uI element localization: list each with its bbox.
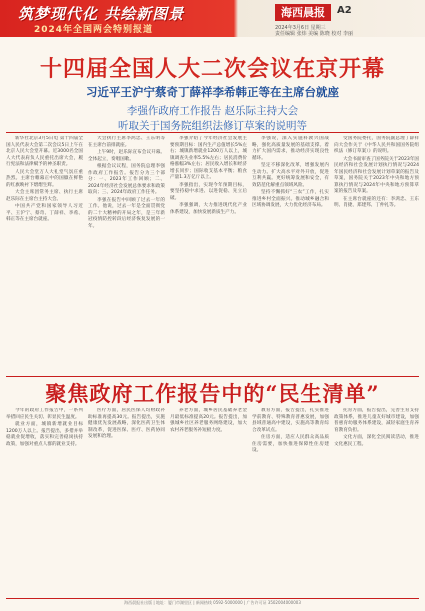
paragraph: 文化方面，深化全民阅读活动，推进文化惠民工程。 <box>334 435 419 447</box>
editor-line: 责任编辑 张炜 美编 陈晓 校对 李丽 <box>275 31 353 37</box>
article1-column-3 <box>170 136 247 374</box>
paragraph: 上午9时，赵乐际宣布会议开幕。全体起立，奏唱国歌。 <box>88 150 165 162</box>
article2-column-5 <box>334 408 419 596</box>
paragraph: 大会执行主席李鸿忠、王东明等在主席台前排就座。 <box>88 136 165 148</box>
deck-line-2: 李强作政府工作报告 赵乐际主持大会 <box>126 105 299 117</box>
paragraph: 受国务院委托，国务院副总理丁薛祥向大会作关于《中华人民共和国国务院组织法（修订草案）》的说明。 <box>334 136 419 154</box>
paragraph: 李强介绍了今年经济社会发展主要预期目标：国内生产总值增长5%左右；城镇新增就业1200万人以上，城镇调查失业率5.5%左右；居民消费价格涨幅3%左右；居民收入增长和经济增长同步；国际收支基本平衡；粮食产量1.3万亿斤以上。 <box>170 136 247 180</box>
article2-column-4 <box>252 408 329 596</box>
paragraph: 教育方面，报告提出，扎实推进学前教育、特殊教育普惠发展，加强县域普通高中建设，实施高等教育综合改革试点。 <box>252 408 329 433</box>
paragraph: 中国共产党和国家领导人习近平、王沪宁、蔡奇、丁薛祥、李希、韩正等在主席台就座。 <box>6 204 83 222</box>
article1-column-4 <box>252 136 329 374</box>
newspaper-logo: 海西晨报 <box>275 4 331 21</box>
article1-column-1 <box>6 136 83 374</box>
top-divider <box>6 132 419 133</box>
paragraph: 就业方面，城镇新增就业目标1200万人以上。报告提出，多措并举稳就业促增收，落实和完善稳岗扶持政策，加强对重点人群的就业支持。 <box>6 422 83 447</box>
deck-line-3: 听取关于国务院组织法修订草案的说明等 <box>118 120 307 132</box>
paragraph: 李强指出，实现今年预期目标，要坚持稳中求进、以进促稳、先立后破。 <box>170 182 247 201</box>
page-label: A2 <box>337 5 352 16</box>
article2-column-1 <box>6 408 83 596</box>
paragraph: 坚定不移深化改革，增强发展内生动力。扩大高水平对外开放，促进互利共赢。更好统筹发展和安全，有效防范化解重点领域风险。 <box>252 163 329 188</box>
paragraph: 李强在报告中回顾了过去一年的工作。他说，过去一年是全面贯彻党的二十大精神的开局之年，是三年新冠疫情防控转段后经济恢复发展的一年。 <box>88 197 165 229</box>
banner-subtitle: 2024年全国两会特别报道 <box>34 25 154 35</box>
date-line: 2024年3月6日 星期三 <box>275 25 326 31</box>
main-headline: 十四届全国人大二次会议在京开幕 <box>39 56 385 82</box>
paragraph: 医疗方面，居民医保人均财政补助标准再提高30元。报告提出，实施健康优先发展战略，深化医药卫生体制改革，促进医保、医疗、医药协同发展和治理。 <box>88 408 165 439</box>
article2-column-3 <box>170 408 247 596</box>
section-divider <box>6 376 419 377</box>
banner-slogan: 筑梦现代化 共绘新图景 <box>18 5 185 23</box>
paragraph: 大会书面审查了国务院关于2023年国民经济和社会发展计划执行情况与2024年国民经济和社会发展计划草案的报告及草案，国务院关于2023年中央和地方预算执行情况与2024年中央和地方预算草案的报告及草案。 <box>334 156 419 194</box>
section2-title: 聚焦政府工作报告中的“民生清单” <box>45 381 380 406</box>
article1-column-2 <box>88 136 165 374</box>
paragraph: 养老方面，城乡居民基础养老金月最低标准提高20元。报告提出，加强城乡社区养老服务网络建设，加大农村养老服务补短板力度。 <box>170 408 247 433</box>
paragraph: 李强说，深入实施科教兴国战略，强化高质量发展的基础支撑。着力扩大国内需求，推动经济实现良性循环。 <box>252 136 329 161</box>
footer-divider <box>6 598 419 599</box>
paragraph: 李强强调，大力推进现代化产业体系建设，加快发展新质生产力。 <box>170 203 247 215</box>
masthead <box>275 2 423 36</box>
paragraph: 坚持不懈抓好“三农”工作，扎实推进乡村全面振兴。推动城乡融合和区域协调发展，大力优化经济布局。 <box>252 190 329 208</box>
deck-line-1: 习近平王沪宁蔡奇丁薛祥李希韩正等在主席台就座 <box>86 85 339 99</box>
article2-column-2 <box>88 408 165 596</box>
paragraph: 新华社北京3月5日电 第十四届全国人民代表大会第二次会议5日上午在北京人民大会堂开幕。近3000名全国人大代表肩负人民重托出席大会，履行宪法和法律赋予的神圣职责。 <box>6 136 83 167</box>
paragraph: 根据会议议程，国务院总理李强作政府工作报告。报告分为三个部分：一、2023年工作回顾；二、2024年经济社会发展总体要求和政策取向；三、2024年政府工作任务。 <box>88 164 165 195</box>
paragraph: 住房方面，适应人民群众高品质住房需要，加快推进保障性住房建设。 <box>252 435 329 453</box>
paragraph: 今年的政府工作报告中，一系列举措回应民生关切、彰显民生温度。 <box>6 408 83 420</box>
article1-column-5 <box>334 136 419 374</box>
paragraph: 托育方面，报告提出，完善生育支持政策体系，推进儿童友好城市建设，加强普惠育幼服务体系建设，减轻家庭生育养育教育负担。 <box>334 408 419 433</box>
footer-line: 海西晨报社出版 | 地址：厦门市湖里区 | 新闻热线 0592-5000000 | 广告许可证 3502004000003 <box>124 600 301 605</box>
paragraph: 大会主席团常务主席、执行主席赵乐际在主席台主持大会。 <box>6 190 83 202</box>
paragraph: 人民大会堂万人大礼堂气氛庄重热烈。主席台帷幕正中的国徽在鲜艳的红旗映衬下熠熠生辉。 <box>6 169 83 188</box>
paragraph: 在主席台就座的还有：李鸿忠、王东明、肖捷、郑建邦、丁仲礼等。 <box>334 196 419 208</box>
